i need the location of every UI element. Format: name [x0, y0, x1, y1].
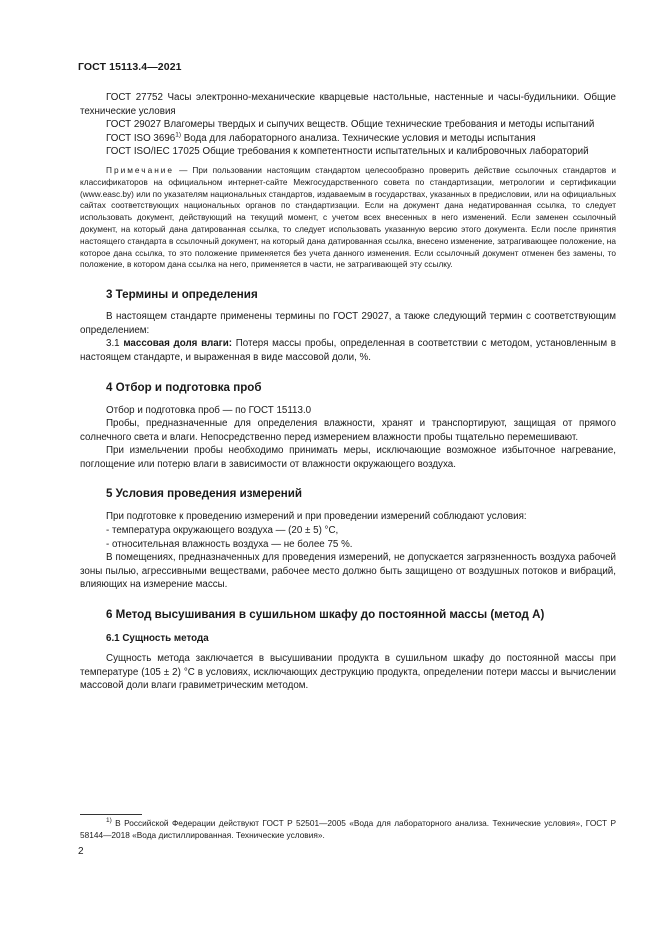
condition-humidity: - относительная влажность воздуха — не более 75 %. — [106, 538, 353, 550]
footnote-text — [80, 818, 616, 842]
note-text: — При пользовании настоящим стандартом целесообразно проверить действие ссылочных стандартов и классификаторов на официальном интернет-сайте Межгосударственного совета по стандартизации, метрологии и сертификации (www.easc.by) или по указателям национальных стандартов, издаваемым в государствах, указанных в предисловии, или на официальных сайтах соответствующих национальных органов по стандартизации. Если на документ дана недатированная ссылка, то следует использовать документ, действующий на текущий момент, с учетом всех внесенных в него изменений. Если заменен ссылочный документ, на который дана датированная ссылка, то следует использовать указанную версию этого документа. Если после принятия настоящего стандарта в ссылочный документ, на который дана датированная ссылка, внесено изменение, затрагивающее положение, на которое дана ссылка, то это положение применяется без учета данного изменения. Если ссылочный документ отменен без замены, то положение, в котором дана ссылка на него, применяется в части, не затрагивающей эту ссылку. — [80, 164, 616, 270]
note-paragraph — [80, 165, 616, 271]
document-body — [80, 91, 616, 693]
section-5-paragraph-2: В помещениях, предназначенных для проведения измерений, не допускается загрязненность воздуха рабочей зоны пылью, агрессивными веществами, рабочее место должно быть защищено от воздушных потоков и вибраций, влияющих на измерение массы. — [80, 552, 616, 591]
section-3-intro: В настоящем стандарте применены термины по ГОСТ 29027, а также следующий термин с соответствующим определением: — [80, 311, 616, 336]
section-6-title: 6 Метод высушивания в сушильном шкафу до постоянной массы (метод А) — [106, 608, 545, 622]
reference-gost-27752: ГОСТ 27752 Часы электронно-механические кварцевые настольные, настенные и часы-будильники. Общие технические условия — [80, 92, 616, 117]
section-5-title: 5 Условия проведения измерений — [106, 487, 303, 501]
footnote — [80, 818, 616, 842]
section-4-title: 4 Отбор и подготовка проб — [106, 380, 262, 394]
reference-iso-3696-code: ГОСТ ISO 3696 — [106, 132, 176, 144]
footnote-mark: 1) — [106, 817, 112, 825]
document-code: ГОСТ 15113.4—2021 — [78, 61, 182, 73]
section-5-paragraph-1: При подготовке к проведению измерений и при проведении измерений соблюдают условия: — [106, 511, 527, 523]
term-definition — [80, 337, 616, 364]
footnote-separator — [80, 814, 142, 815]
term-number: 3.1 — [106, 338, 124, 350]
reference-iso-iec-17025: ГОСТ ISO/IEC 17025 Общие требования к компетентности испытательных и калибровочных лабораторий — [106, 146, 589, 158]
section-4-paragraph-2: Пробы, предназначенные для определения влажности, хранят и транспортируют, защищая от прямого солнечного света и влаги. Непосредственно перед измерением влажности пробы тщательно перемешивают. — [80, 418, 616, 443]
subsection-6-1-title: 6.1 Сущность метода — [106, 633, 209, 645]
note-label: Примечание — [106, 164, 175, 175]
reference-gost-29027: ГОСТ 29027 Влагомеры твердых и сыпучих веществ. Общие технические требования и методы испытаний — [106, 119, 595, 131]
section-4-paragraph-1: Отбор и подготовка проб — по ГОСТ 15113.0 — [106, 404, 312, 416]
reference-iso-3696-title: Вода для лабораторного анализа. Технические условия и методы испытания — [181, 132, 536, 144]
reference-iso-3696 — [80, 132, 616, 146]
section-4-paragraph-3: При измельчении пробы необходимо принимать меры, исключающие возможное избыточное нагревание, поглощение или потерю влаги в зависимости от влажности окружающего воздуха. — [80, 445, 616, 470]
condition-temperature: - температура окружающего воздуха — (20 ± 5) °С, — [106, 525, 339, 537]
section-6-1-paragraph: Сущность метода заключается в высушивании продукта в сушильном шкафу до постоянной массы при температуре (105 ± 2) °С в условиях, исключающих деструкцию продукта, определении потери массы и вычислении массовой доли влаги гравиметрическим методом. — [80, 653, 616, 692]
term-name: массовая доля влаги: — [123, 338, 233, 350]
term-text: Потеря массы пробы, определенная в соответствии с методом, установленным в настоящем стандарте, и выраженная в виде массовой доли, %. — [80, 338, 617, 363]
section-3-title: 3 Термины и определения — [106, 288, 258, 302]
footnote-body: В Российской Федерации действуют ГОСТ Р 52501—2005 «Вода для лабораторного анализа. Технические условия», ГОСТ Р 58144—2018 «Вода дистиллированная. Технические условия». — [80, 818, 616, 840]
footnote-marker: 1) — [175, 131, 182, 139]
page-number: 2 — [78, 846, 84, 857]
